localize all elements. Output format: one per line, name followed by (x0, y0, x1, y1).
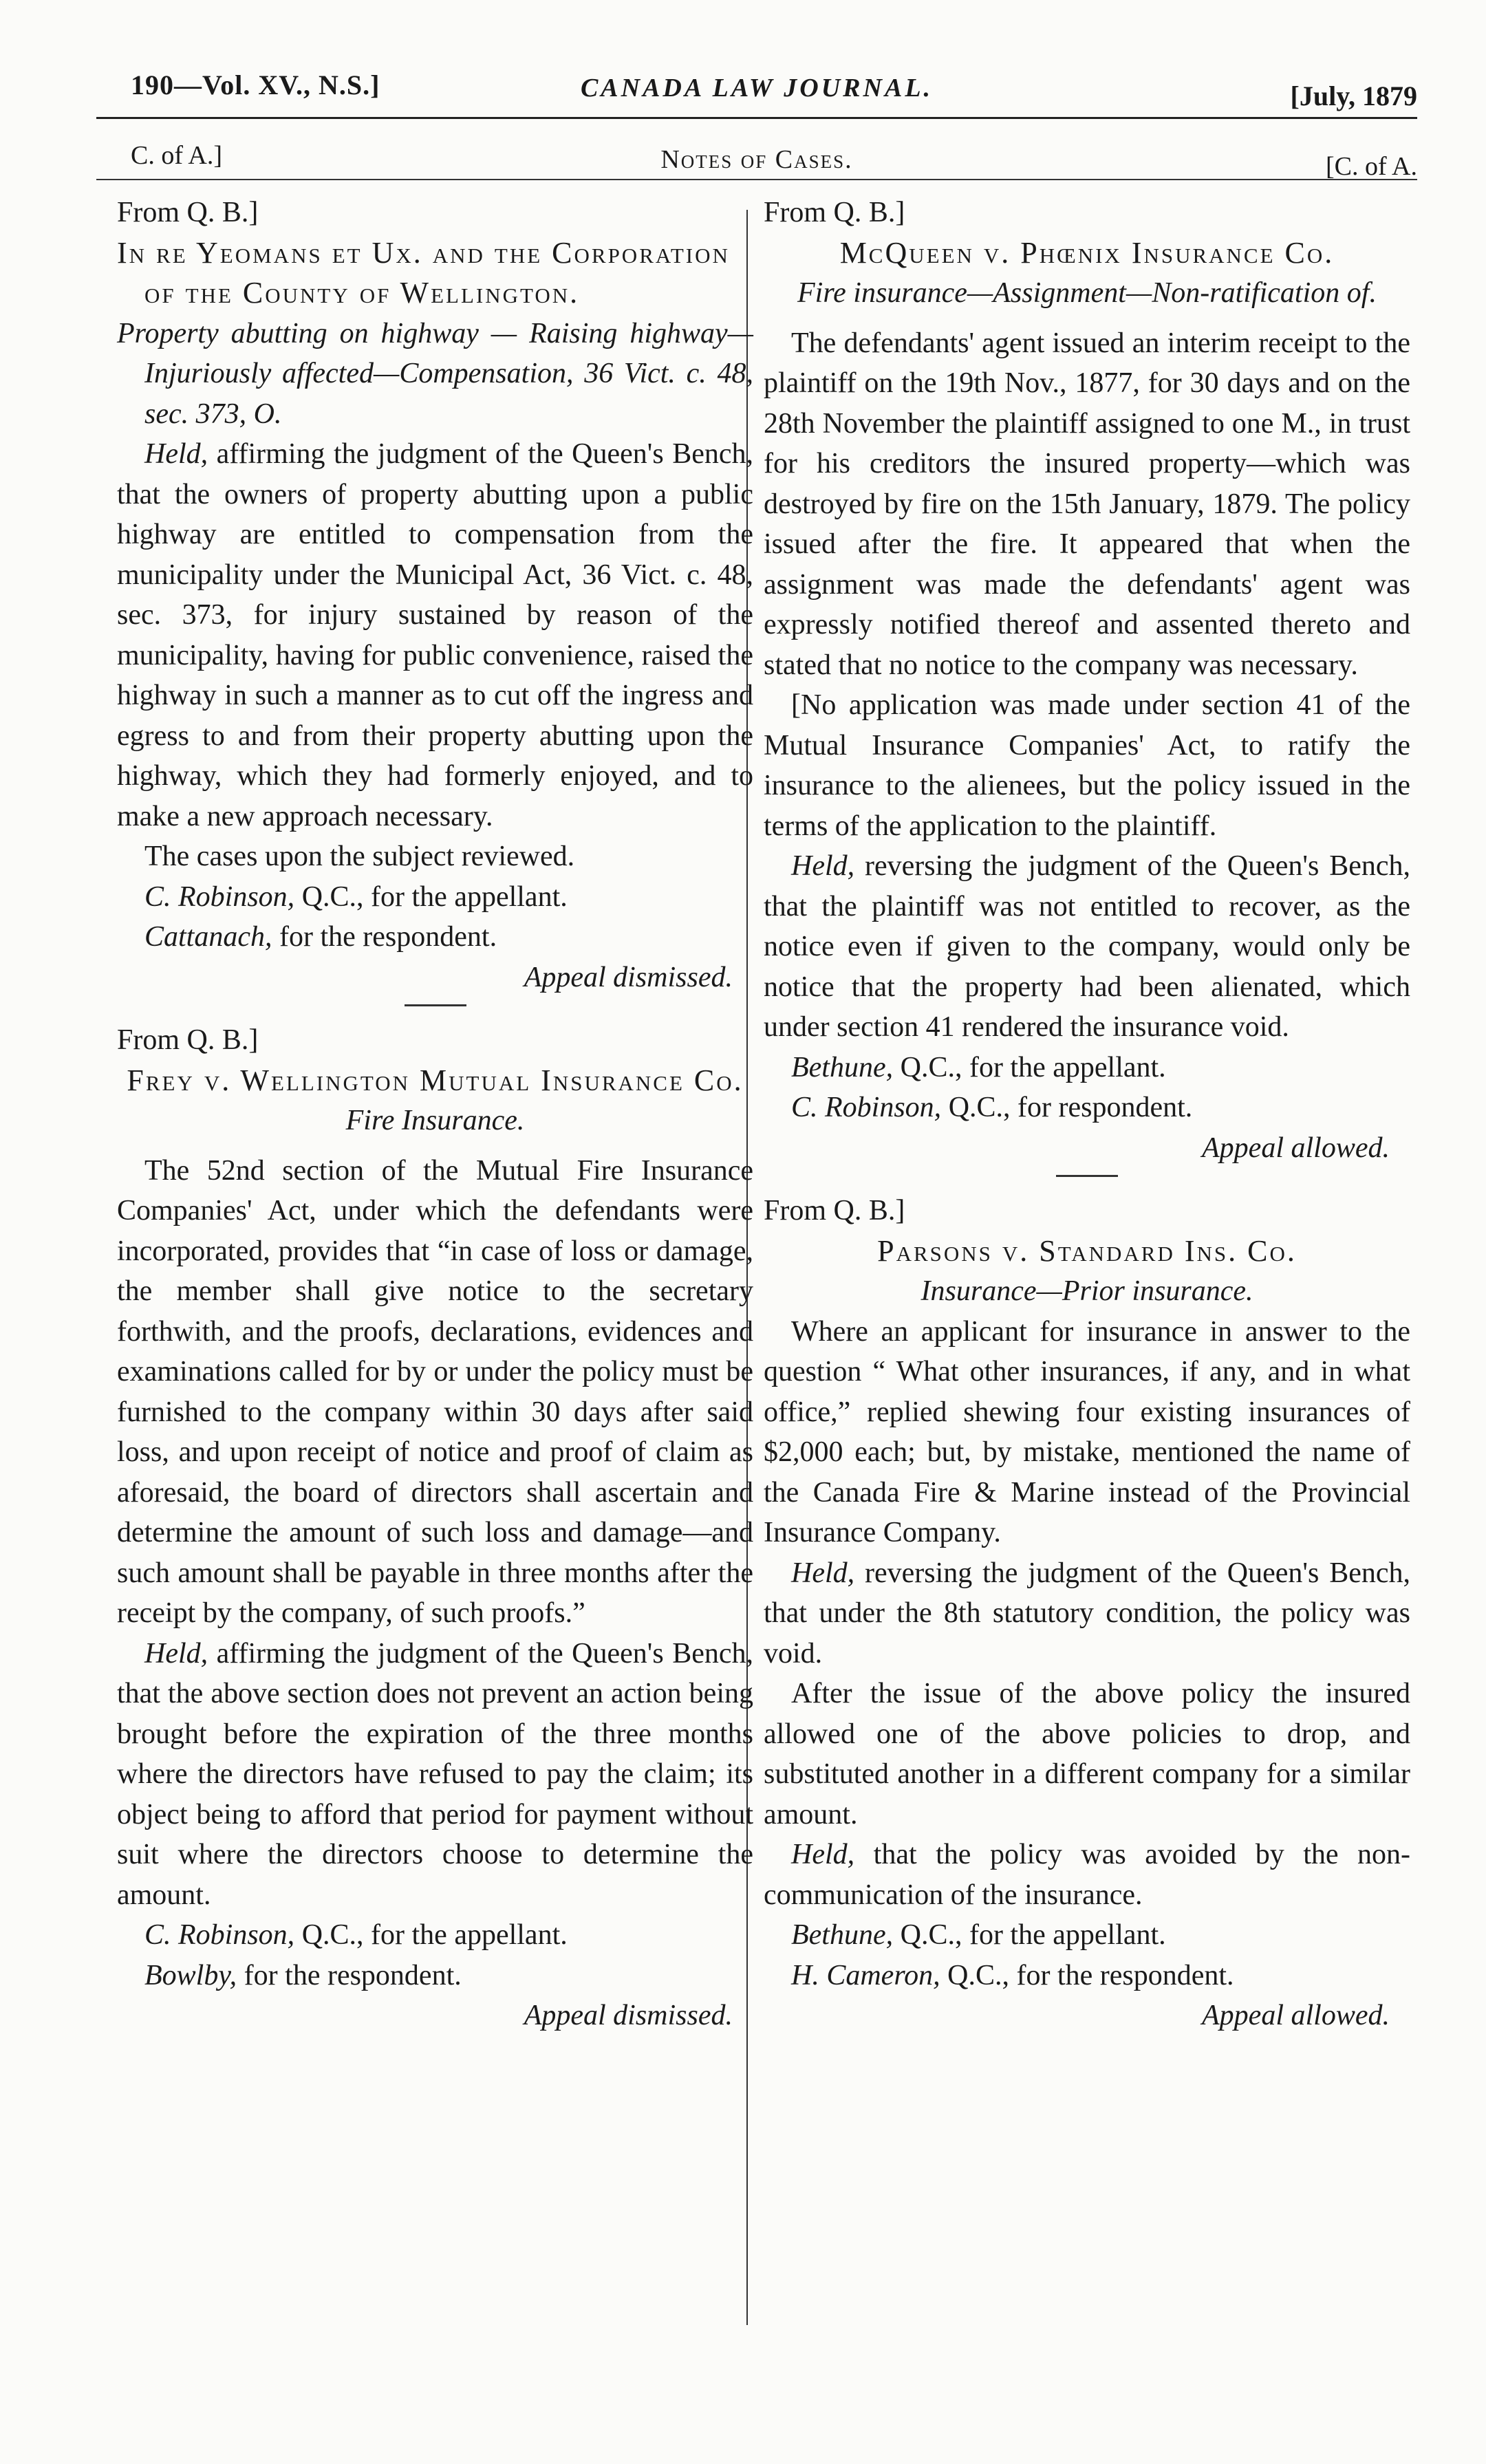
case-yeomans (117, 193, 753, 997)
case-mcqueen (764, 193, 1410, 1168)
counsel-name: H. Cameron, (791, 1959, 940, 1991)
counsel-appellant (117, 877, 753, 918)
counsel-respondent (117, 917, 753, 958)
case-holding (117, 1634, 753, 1916)
held-label: Held, (144, 438, 208, 470)
court-right: [C. of A. (1326, 152, 1417, 181)
holding-text: affirming the judgment of the Queen's Bench, that the owners of property abutting upon a public highway are entitled to compensation from the municipality under the Municipal Act, 36 Vict. c. 48, sec. 373, for injury sustained by reason of the municipality, having for public convenience, raised the highway in such a manner as to cut off the ingress and egress to and from their property abutting upon the highway, which they had formerly enjoyed, and to make a new approach necessary. (117, 438, 753, 832)
case-holding (764, 1553, 1410, 1674)
case-note: The cases upon the subject reviewed. (144, 841, 575, 872)
counsel-role: Q.C., for the appellant. (294, 1919, 568, 1951)
case-separator (1056, 1175, 1118, 1177)
counsel-appellant (764, 1915, 1410, 1956)
case-origin: From Q. B.] (117, 197, 259, 228)
counsel-name: C. Robinson, (791, 1092, 942, 1123)
counsel-appellant (117, 1915, 753, 1956)
section-header (96, 124, 1417, 180)
held-label: Held, (791, 1557, 855, 1589)
case-origin: From Q. B.] (764, 1195, 905, 1226)
counsel-name: Cattanach, (144, 921, 272, 953)
case-holding (764, 846, 1410, 1048)
case-subject: Fire Insurance. (345, 1105, 525, 1136)
issue-date: [July, 1879 (1290, 80, 1417, 111)
counsel-appellant (764, 1048, 1410, 1088)
case-holding-second (764, 1835, 1410, 1915)
counsel-name: Bowlby, (144, 1959, 237, 1991)
counsel-name: Bethune, (791, 1919, 894, 1951)
case-caption: In re Yeomans et Ux. and the Corporation of the County of Wellington. (117, 235, 730, 310)
case-caption: Frey v. Wellington Mutual Insurance Co. (127, 1063, 744, 1097)
counsel-name: C. Robinson, (144, 880, 295, 913)
holding-text: reversing the judgment of the Queen's Bench, that under the 8th statutory condition, the policy was void. (764, 1557, 1410, 1669)
counsel-role: Q.C., for the appellant. (294, 880, 568, 913)
counsel-role: for the respondent. (272, 921, 497, 953)
case-result: Appeal allowed. (1202, 2000, 1390, 2031)
counsel-respondent (764, 1088, 1410, 1128)
case-facts: The defendants' agent issued an interim receipt to the plaintiff on the 19th Nov., 1877, for 30 days and on the 28th November the plaintiff assigned to one M., in trust for his creditors the insured property—which was destroyed by fire on the 15th January, 1879. The policy issued after the fire. It appeared that when the assignment was made the defendants' agent was expressly notified thereof and assented thereto and stated that no notice to the company was necessary. (764, 327, 1410, 681)
case-facts: Where an applicant for insurance in answer to the question “ What other insurances, if any, and in what office,” replied shewing four existing insurances of $2,000 each; but, by mistake, mentioned the name of the Canada Fire & Marine instead of the Provincial Insurance Company. (764, 1315, 1410, 1548)
counsel-role: Q.C., for the appellant. (893, 1051, 1166, 1083)
counsel-role: Q.C., for the respondent. (940, 1959, 1234, 1991)
court-left: C. of A.] (131, 141, 222, 170)
case-statute-text: The 52nd section of the Mutual Fire Insurance Companies' Act, under which the defendants were incorporated, provides that “in case of loss or damage, the member shall give notice to the secretary forthwith, and the proofs, declarations, evidences and examinations called for by or under the policy must be furnished to the company within 30 days after said loss, and upon receipt of notice and proof of claim as aforesaid, the board of directors shall ascertain and determine the amount of such loss and damage—and such amount shall be payable in three months after the receipt by the company, of such proofs.” (117, 1154, 753, 1629)
case-separator (405, 1004, 466, 1006)
case-caption: Parsons v. Standard Ins. Co. (877, 1233, 1297, 1268)
holding-text: affirming the judgment of the Queen's Bench, that the above section does not prevent an action being brought before the expiration of the three months where the directors have refused to pay the claim; its object being to afford that period for payment without suit where the directors choose to determine the amount. (117, 1637, 753, 1911)
held-label: Held, (791, 1839, 855, 1870)
case-facts-note: [No application was made under section 41 of the Mutual Insurance Companies' Act, to ratify the insurance to the alienees, but the policy issued in the terms of the application to the plaintiff. (764, 689, 1410, 842)
holding-text: that the policy was avoided by the non-communication of the insurance. (764, 1839, 1410, 1911)
case-origin: From Q. B.] (117, 1024, 259, 1056)
journal-page (96, 55, 1417, 2421)
counsel-role: Q.C., for respondent. (941, 1092, 1193, 1123)
counsel-respondent (117, 1956, 753, 1996)
page-volume: 190—Vol. XV., N.S.] (131, 69, 380, 100)
case-origin: From Q. B.] (764, 197, 905, 228)
counsel-name: Bethune, (791, 1051, 894, 1083)
right-column (764, 193, 1410, 2036)
case-subject: Fire insurance—Assignment—Non-ratification of. (797, 277, 1377, 309)
case-result: Appeal allowed. (1202, 1132, 1390, 1164)
counsel-role: for the respondent. (237, 1959, 462, 1991)
held-label: Held, (791, 850, 855, 882)
case-facts-second: After the issue of the above policy the insured allowed one of the above policies to drop, and substituted another in a different company for a similar amount. (764, 1678, 1410, 1830)
counsel-role: Q.C., for the appellant. (893, 1919, 1166, 1951)
case-caption: McQueen v. Phœnix Insurance Co. (839, 235, 1335, 270)
running-header (96, 55, 1417, 119)
case-frey (117, 1020, 753, 2036)
left-column (117, 193, 753, 2036)
case-result: Appeal dismissed. (524, 2000, 733, 2031)
case-subject: Insurance—Prior insurance. (920, 1275, 1253, 1307)
case-result: Appeal dismissed. (524, 961, 733, 993)
counsel-name: C. Robinson, (144, 1919, 295, 1951)
held-label: Held, (144, 1637, 208, 1669)
journal-title: CANADA LAW JOURNAL. (580, 74, 934, 102)
holding-text: reversing the judgment of the Queen's Bench, that the plaintiff was not entitled to recover, as the notice even if given to the company, would only be notice that the property had been alienated, which under section 41 rendered the insurance void. (764, 850, 1410, 1043)
section-title: Notes of Cases. (660, 145, 853, 174)
case-subject: Property abutting on highway — Raising highway—Injuriously affected—Compensation, 36 Vict. c. 48, sec. 373, O. (117, 317, 753, 430)
counsel-respondent (764, 1956, 1410, 1996)
case-holding (117, 434, 753, 836)
case-parsons (764, 1191, 1410, 2036)
